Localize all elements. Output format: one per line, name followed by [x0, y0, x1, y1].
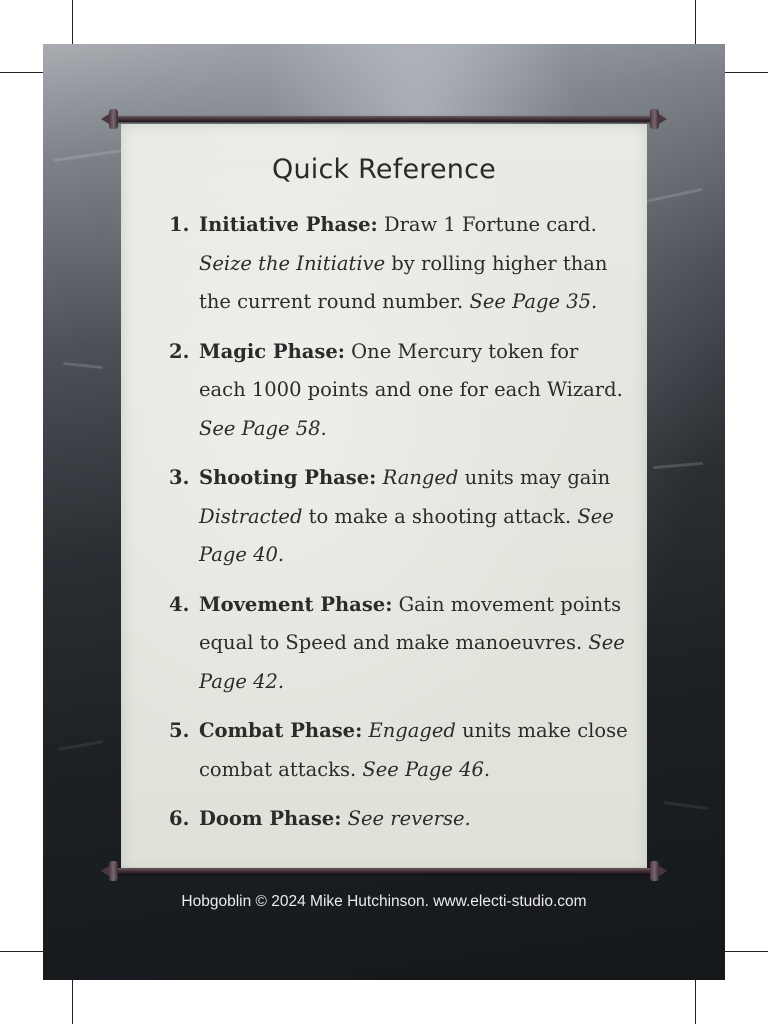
scroll-rod-top-left-knob — [109, 109, 118, 129]
list-item: 6. Doom Phase: See reverse. — [169, 807, 471, 830]
page-reference: See Page 58. — [199, 416, 327, 440]
page-reference: See Page 46. — [362, 757, 491, 781]
page-reference: See Page 35. — [469, 290, 598, 313]
list-item: 1. Initiative Phase: Draw 1 Fortune card. Seize the Initiative by rolling higher than the current round number. See Page 35. — [169, 213, 608, 313]
scroll-rod-top-right-tip — [659, 114, 667, 124]
phase-name: Shooting Phase: — [199, 466, 377, 489]
scroll-rod-top-right-knob — [650, 109, 659, 129]
scroll-rod-bottom — [113, 868, 655, 874]
list-item: 2. Magic Phase: One Mercury token for each 1000 points and one for each Wizard. See Page 58. — [169, 339, 623, 440]
copyright-footer: Hobgoblin © 2024 Mike Hutchinson. www.electi-studio.com — [181, 893, 587, 910]
page-reference: See reverse. — [347, 807, 471, 830]
scroll-rod-bottom-left-knob — [109, 861, 118, 881]
scroll-rod-bottom-right-knob — [650, 861, 659, 881]
reference-card — [43, 44, 725, 980]
phase-name: Initiative Phase: — [199, 213, 378, 236]
phase-name: Combat Phase: — [199, 719, 363, 742]
card-title: Quick Reference — [272, 154, 496, 185]
phase-name: Movement Phase: — [199, 592, 393, 616]
phase-name: Doom Phase: — [199, 807, 342, 830]
list-item: 3. Shooting Phase: Ranged units may gain Distracted to make a shooting attack. See Page 40. — [169, 466, 614, 566]
scroll-rod-bottom-right-tip — [659, 866, 667, 876]
list-item: 4. Movement Phase: Gain movement points equal to Speed and make manoeuvres. See Page 42. — [169, 592, 625, 693]
parchment-panel — [121, 124, 647, 872]
page-reference: See Page 42. — [199, 631, 625, 693]
phase-name: Magic Phase: — [199, 339, 345, 363]
scroll-rod-bottom-left-tip — [101, 866, 109, 876]
scroll-rod-top — [113, 116, 655, 122]
page-reference: See Page 40. — [199, 504, 614, 566]
list-item: 5. Combat Phase: Engaged units make close combat attacks. See Page 46. — [169, 719, 628, 781]
phase-list — [169, 206, 629, 850]
scroll-rod-top-left-tip — [101, 114, 109, 124]
